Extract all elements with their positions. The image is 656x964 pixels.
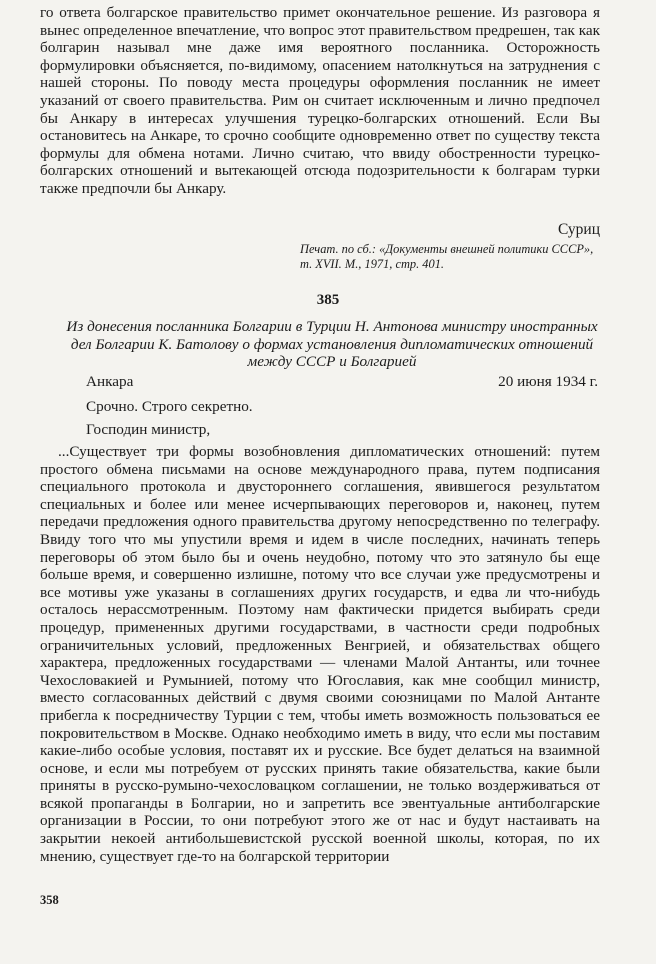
document-place: Анкара (86, 373, 134, 390)
signature: Суриц (557, 221, 600, 238)
document-body: ...Существует три формы возобновления дипломатических отношений: путем простого обмена письмами на основе международного права, путем подписания специального протокола и двустороннего соглашения, явившегося результатом специальных и более или менее исчерпывающих переговоров и, наконец, путем передачи предложения одного правительства другому непосредственно по телеграфу. Ввиду того что мы упустили время и идем в числе последних, начинать теперь переговоры об этом было бы и очень неудобно, потому что это затянуло бы еще больше время, и совершенно излишне, потому что все случаи уже предусмотрены и все мотивы уже указаны в соглашениях других государств, и едва ли что-нибудь осталось нерассмотренным. Поэтому нам фактически придется выбирать среди процедур, примененных другими государствами, в частности среди подробных ограничительных условий, предложенных Венгрией, и обязательствах общего характера, предложенных государствами — членами Малой Антанты, или точнее Чехословакией и Румынией, потому что Югославия, как мне сообщил министр, вместо согласованных действий с двумя своими союзницами по Малой Антанте прибегла к посредничеству Турции с тем, чтобы иметь возможность пользоваться ее покровительством в Москве. Однако необходимо иметь в виду, что если мы поставим какие-либо особые условия, поставят их и русские. Все будет делаться на взаимной основе, и если мы потребуем от русских принять такие обязательства, какие были приняты в русско-румыно-чехословацком соглашении, не только воздерживаться от всякой пропаганды в Болгарии, но и запретить все эвентуальные антиболгарские организации в России, то они потребуют этого же от нас и будут настаивать на закрытии некоей антибольшевистской русской военной школы, которая, по их мнению, существует где-то на болгарской территории (40, 443, 600, 865)
continued-paragraph: го ответа болгарское правительство примет окончательное решение. Из разговора я вынес определенное впечатление, что вопрос этот правительством предрешен, так как болгарин называл мне даже имя вероятного посланника. Осторожность формулировки объясняется, по-видимому, опасением натолкнуться на затруднения с нашей стороны. По поводу места процедуры оформления посланник не имеет указаний от своего правительства. Рим он считает исключенным и лично предпочел бы Анкару в интересах улучшения турецко-болгарских отношений. Если Вы остановитесь на Анкаре, то срочно сообщите одновременно ответ по существу текста формулы для обмена нотами. Лично считаю, что ввиду обостренности турецко-болгарских отношений и вытекающей отсюда подозрительности к болгарам турки также предпочли бы Анкару. (40, 4, 600, 197)
classification-stamp: Срочно. Строго секретно. (86, 398, 253, 415)
document-date: 20 июня 1934 г. (498, 373, 598, 390)
document-title: Из донесения посланника Болгарии в Турции Н. Антонова министру иностранных дел Болгарии К. Батолову о формах установления дипломатических отношений между СССР и Болгарией (66, 318, 598, 370)
page-number: 358 (40, 893, 59, 907)
salutation: Господин министр, (86, 421, 211, 438)
document-number: 385 (316, 292, 340, 308)
source-note: Печат. по сб.: «Документы внешней политики СССР», т. XVII. М., 1971, стр. 401. (300, 242, 594, 271)
